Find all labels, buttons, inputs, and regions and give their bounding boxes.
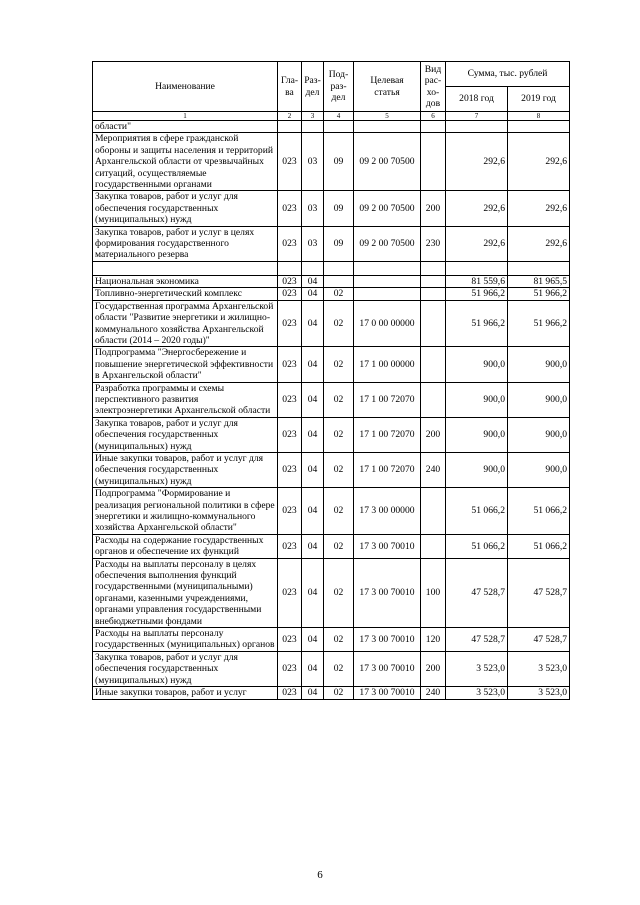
page-number: 6 [317, 869, 323, 881]
row-sum-2018: 51 966,2 [446, 288, 508, 300]
row-sum-2018 [446, 261, 508, 275]
row-name: Закупка товаров, работ и услуг для обеспечения государственных (муниципальных) нужд [93, 191, 278, 226]
header-glava [278, 62, 302, 112]
row-glava: 023 [278, 133, 302, 191]
row-razdel: 04 [302, 534, 324, 558]
row-name: Расходы на выплаты персоналу государственных (муниципальных) органов [93, 628, 278, 652]
row-target: 17 3 00 70010 [354, 558, 421, 627]
row-name: Мероприятия в сфере гражданской обороны и защиты населения и территорий Архангельской области от чрезвычайных ситуаций, осуществляемые государственными органами [93, 133, 278, 191]
row-glava: 023 [278, 288, 302, 300]
row-target [354, 288, 421, 300]
row-sum-2019: 3 523,0 [508, 687, 570, 699]
row-razdel: 04 [302, 417, 324, 452]
header-vid [421, 62, 446, 112]
row-razdel [302, 261, 324, 275]
row-sum-2018: 3 523,0 [446, 651, 508, 686]
row-vid: 230 [421, 226, 446, 261]
row-glava: 023 [278, 300, 302, 347]
row-sum-2019: 900,0 [508, 382, 570, 417]
column-index: 8 [508, 112, 570, 121]
row-podrazdel: 02 [324, 382, 354, 417]
row-vid [421, 300, 446, 347]
header-row-1 [93, 62, 570, 87]
row-sum-2019: 51 066,2 [508, 534, 570, 558]
row-glava: 023 [278, 488, 302, 535]
row-vid: 240 [421, 687, 446, 699]
row-podrazdel: 02 [324, 651, 354, 686]
table-row [93, 191, 570, 226]
header-vid-line-3: хо- [426, 86, 440, 98]
row-name: области" [93, 121, 278, 133]
row-sum-2018: 81 559,6 [446, 275, 508, 287]
row-sum-2019: 900,0 [508, 347, 570, 382]
table-row [93, 628, 570, 652]
row-sum-2019: 3 523,0 [508, 651, 570, 686]
row-sum-2018: 900,0 [446, 417, 508, 452]
header-podrazdel [324, 62, 354, 112]
row-sum-2019 [508, 261, 570, 275]
table-row [93, 651, 570, 686]
row-sum-2018: 47 528,7 [446, 558, 508, 627]
column-index: 2 [278, 112, 302, 121]
row-vid: 200 [421, 417, 446, 452]
row-name: Иные закупки товаров, работ и услуг [93, 687, 278, 699]
row-podrazdel: 02 [324, 558, 354, 627]
column-index: 3 [302, 112, 324, 121]
row-target: 09 2 00 70500 [354, 226, 421, 261]
column-index: 5 [354, 112, 421, 121]
row-vid [421, 534, 446, 558]
row-podrazdel [324, 261, 354, 275]
table-row [93, 347, 570, 382]
row-vid [421, 121, 446, 133]
row-glava: 023 [278, 347, 302, 382]
row-name: Подпрограмма "Энергосбережение и повышение энергетической эффективности в Архангельской области" [93, 347, 278, 382]
row-razdel: 04 [302, 452, 324, 487]
header-razdel-line-2: дел [305, 86, 320, 98]
row-sum-2018 [446, 121, 508, 133]
row-glava: 023 [278, 417, 302, 452]
header-target-line-2: статья [374, 86, 400, 98]
row-target: 17 1 00 72070 [354, 452, 421, 487]
row-podrazdel: 09 [324, 191, 354, 226]
header-razdel-line-1: Раз- [304, 75, 321, 87]
row-razdel [302, 121, 324, 133]
row-name: Расходы на содержание государственных органов и обеспечение их функций [93, 534, 278, 558]
row-target [354, 261, 421, 275]
row-sum-2018: 900,0 [446, 452, 508, 487]
row-glava [278, 261, 302, 275]
row-podrazdel: 02 [324, 417, 354, 452]
row-razdel: 03 [302, 133, 324, 191]
row-vid [421, 347, 446, 382]
row-sum-2019: 292,6 [508, 226, 570, 261]
row-sum-2018: 900,0 [446, 347, 508, 382]
row-glava: 023 [278, 534, 302, 558]
row-sum-2018: 51 966,2 [446, 300, 508, 347]
row-name: Подпрограмма "Формирование и реализация региональной политики в сфере энергетики и жилищно-коммунального хозяйства Архангельской области" [93, 488, 278, 535]
header-podrazdel-line-2: раз- [330, 80, 347, 92]
table-row [93, 275, 570, 287]
row-vid [421, 288, 446, 300]
row-razdel: 03 [302, 191, 324, 226]
header-sum-group: Сумма, тыс. рублей [446, 62, 570, 87]
row-target: 17 3 00 00000 [354, 488, 421, 535]
row-sum-2019: 47 528,7 [508, 558, 570, 627]
table-row [93, 452, 570, 487]
row-glava: 023 [278, 687, 302, 699]
row-vid: 240 [421, 452, 446, 487]
table-row [93, 558, 570, 627]
header-glava-line-1: Гла- [280, 75, 299, 87]
row-sum-2019: 292,6 [508, 133, 570, 191]
header-vid-line-2: рас- [424, 75, 442, 87]
row-target: 09 2 00 70500 [354, 133, 421, 191]
row-glava: 023 [278, 275, 302, 287]
row-name: Расходы на выплаты персоналу в целях обеспечения выполнения функций государственными (муниципальными) органами, казенными учреждениями, органами управления государственными внебюджетными фондами [93, 558, 278, 627]
row-name: Разработка программы и схемы перспективного развития электроэнергетики Архангельской области [93, 382, 278, 417]
row-sum-2018: 900,0 [446, 382, 508, 417]
row-podrazdel [324, 275, 354, 287]
row-sum-2018: 51 066,2 [446, 534, 508, 558]
row-sum-2019: 51 966,2 [508, 300, 570, 347]
row-razdel: 04 [302, 382, 324, 417]
row-target: 17 3 00 70010 [354, 628, 421, 652]
row-glava: 023 [278, 226, 302, 261]
row-sum-2019: 900,0 [508, 417, 570, 452]
row-glava: 023 [278, 628, 302, 652]
table-row [93, 226, 570, 261]
row-sum-2019: 81 965,5 [508, 275, 570, 287]
budget-table [92, 61, 570, 700]
row-sum-2018: 47 528,7 [446, 628, 508, 652]
header-target-line-1: Целевая [370, 75, 404, 87]
row-podrazdel: 02 [324, 300, 354, 347]
row-glava: 023 [278, 382, 302, 417]
budget-body [93, 121, 570, 700]
row-sum-2019: 51 966,2 [508, 288, 570, 300]
table-row [93, 261, 570, 275]
row-vid: 120 [421, 628, 446, 652]
table-row [93, 687, 570, 699]
column-index: 7 [446, 112, 508, 121]
row-vid [421, 275, 446, 287]
row-sum-2018: 292,6 [446, 191, 508, 226]
table-row [93, 288, 570, 300]
row-name: Национальная экономика [93, 275, 278, 287]
table-row [93, 417, 570, 452]
row-sum-2018: 3 523,0 [446, 687, 508, 699]
header-target [354, 62, 421, 112]
header-2019: 2019 год [508, 87, 570, 112]
row-glava: 023 [278, 191, 302, 226]
column-index: 4 [324, 112, 354, 121]
column-index-row [93, 112, 570, 121]
row-sum-2018: 292,6 [446, 133, 508, 191]
row-vid [421, 382, 446, 417]
row-name: Иные закупки товаров, работ и услуг для обеспечения государственных (муниципальных) нужд [93, 452, 278, 487]
row-vid: 200 [421, 651, 446, 686]
row-target: 17 1 00 72070 [354, 417, 421, 452]
row-podrazdel: 02 [324, 347, 354, 382]
row-name: Закупка товаров, работ и услуг для обеспечения государственных (муниципальных) нужд [93, 651, 278, 686]
row-sum-2019: 47 528,7 [508, 628, 570, 652]
row-podrazdel: 09 [324, 226, 354, 261]
row-podrazdel: 02 [324, 687, 354, 699]
header-vid-line-4: дов [425, 97, 441, 109]
row-vid [421, 488, 446, 535]
row-glava: 023 [278, 651, 302, 686]
row-vid [421, 133, 446, 191]
row-sum-2019: 900,0 [508, 452, 570, 487]
column-index: 6 [421, 112, 446, 121]
row-name [93, 261, 278, 275]
table-row [93, 382, 570, 417]
table-row [93, 534, 570, 558]
row-razdel: 04 [302, 488, 324, 535]
row-razdel: 04 [302, 628, 324, 652]
table-row [93, 488, 570, 535]
row-target: 17 1 00 72070 [354, 382, 421, 417]
row-sum-2018: 292,6 [446, 226, 508, 261]
row-glava [278, 121, 302, 133]
row-glava: 023 [278, 452, 302, 487]
row-vid [421, 261, 446, 275]
row-name: Государственная программа Архангельской области "Развитие энергетики и жилищно-коммунального хозяйства Архангельской области (2014 – 2020 годы)" [93, 300, 278, 347]
table-row [93, 300, 570, 347]
header-razdel [302, 62, 324, 112]
row-podrazdel: 02 [324, 628, 354, 652]
column-index: 1 [93, 112, 278, 121]
header-podrazdel-line-1: Под- [328, 69, 349, 81]
row-sum-2019 [508, 121, 570, 133]
row-name: Закупка товаров, работ и услуг в целях формирования государственного материального резерва [93, 226, 278, 261]
header-vid-line-1: Вид [424, 63, 442, 75]
row-target: 17 3 00 70010 [354, 534, 421, 558]
row-razdel: 03 [302, 226, 324, 261]
row-vid: 200 [421, 191, 446, 226]
row-razdel: 04 [302, 300, 324, 347]
row-podrazdel: 02 [324, 452, 354, 487]
row-sum-2019: 292,6 [508, 191, 570, 226]
row-razdel: 04 [302, 558, 324, 627]
row-target: 17 0 00 00000 [354, 300, 421, 347]
header-podrazdel-line-3: дел [331, 92, 346, 104]
table-row [93, 121, 570, 133]
header-glava-line-2: ва [285, 86, 294, 98]
row-name: Топливно-энергетический комплекс [93, 288, 278, 300]
row-razdel: 04 [302, 687, 324, 699]
row-razdel: 04 [302, 651, 324, 686]
row-podrazdel: 02 [324, 288, 354, 300]
row-podrazdel [324, 121, 354, 133]
row-target: 17 3 00 70010 [354, 651, 421, 686]
row-glava: 023 [278, 558, 302, 627]
row-target [354, 121, 421, 133]
row-sum-2018: 51 066,2 [446, 488, 508, 535]
row-sum-2019: 51 066,2 [508, 488, 570, 535]
row-razdel: 04 [302, 347, 324, 382]
row-vid: 100 [421, 558, 446, 627]
row-target: 17 3 00 70010 [354, 687, 421, 699]
row-razdel: 04 [302, 288, 324, 300]
row-podrazdel: 09 [324, 133, 354, 191]
row-target: 09 2 00 70500 [354, 191, 421, 226]
row-razdel: 04 [302, 275, 324, 287]
row-target: 17 1 00 00000 [354, 347, 421, 382]
table-row [93, 133, 570, 191]
row-name: Закупка товаров, работ и услуг для обеспечения государственных (муниципальных) нужд [93, 417, 278, 452]
header-name: Наименование [93, 62, 278, 112]
header-2018: 2018 год [446, 87, 508, 112]
row-podrazdel: 02 [324, 534, 354, 558]
row-podrazdel: 02 [324, 488, 354, 535]
row-target [354, 275, 421, 287]
